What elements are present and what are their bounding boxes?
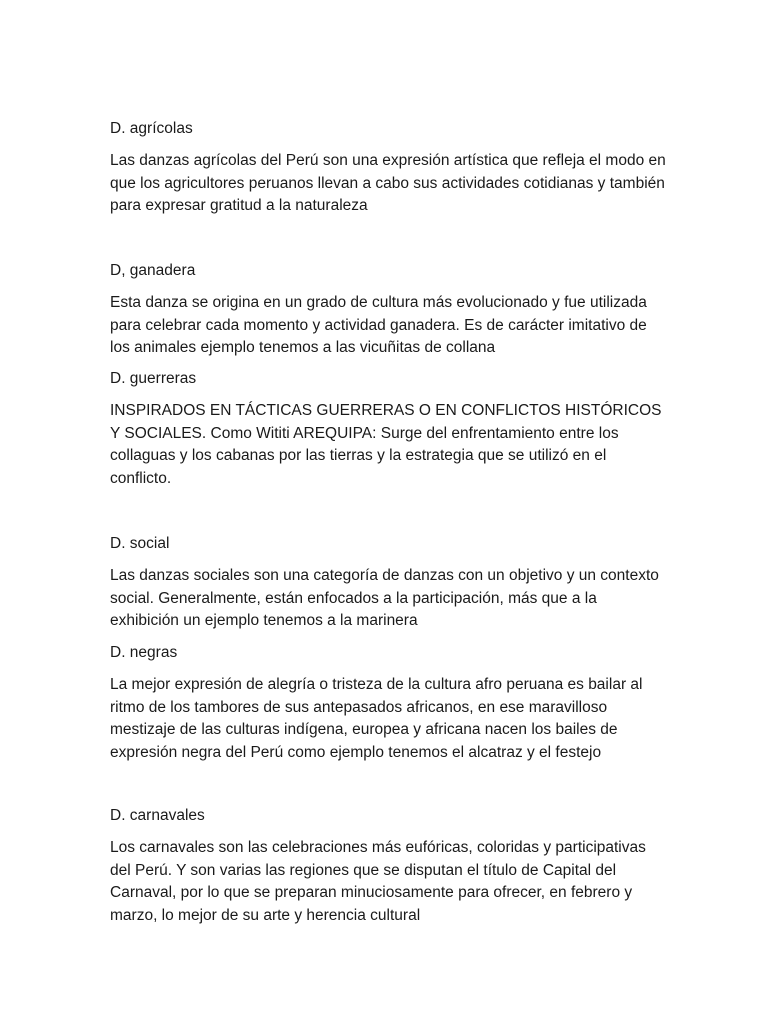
section-heading-negras: D. negras [110,644,178,661]
section-heading-agricolas: D. agrícolas [110,120,193,137]
section-heading-social: D. social [110,535,170,552]
section-text-ganadera: Esta danza se origina en un grado de cultura más evolucionado y fue utilizada para celebrar cada momento y actividad ganadera. Es de carácter imitativo de los animales ejemplo tenemos a las vicuñitas de collana [110,294,647,357]
section-text-guerreras: INSPIRADOS EN TÁCTICAS GUERRERAS O EN CONFLICTOS HISTÓRICOS Y SOCIALES. Como Wititi AREQUIPA: Surge del enfrentamiento entre los collaguas y los cabanas por las tierras y la estrategia que se utilizó en el conflicto. [110,402,662,488]
section-text-agricolas: Las danzas agrícolas del Perú son una expresión artística que refleja el modo en que los agricultores peruanos llevan a cabo sus actividades cotidianas y también para expresar gratitud a la naturaleza [110,152,666,215]
section-heading-guerreras: D. guerreras [110,370,197,387]
section-text-carnavales: Los carnavales son las celebraciones más eufóricas, coloridas y participativas del Perú. Y son varias las regiones que se disputan el título de Capital del Carnaval, por lo que se preparan minuciosamente para ofrecer, en febrero y marzo, lo mejor de su arte y herencia cultural [110,839,646,925]
section-heading-carnavales: D. carnavales [110,807,205,824]
section-heading-ganadera: D, ganadera [110,262,196,279]
section-text-negras: La mejor expresión de alegría o tristeza de la cultura afro peruana es bailar al ritmo de los tambores de sus antepasados africanos, en ese maravilloso mestizaje de las culturas indígena, europea y africana nacen los bailes de expresión negra del Perú como ejemplo tenemos el alcatraz y el festejo [110,676,643,762]
section-text-social: Las danzas sociales son una categoría de danzas con un objetivo y un contexto social. Generalmente, están enfocados a la participación, más que a la exhibición un ejemplo tenemos a la marinera [110,567,659,630]
